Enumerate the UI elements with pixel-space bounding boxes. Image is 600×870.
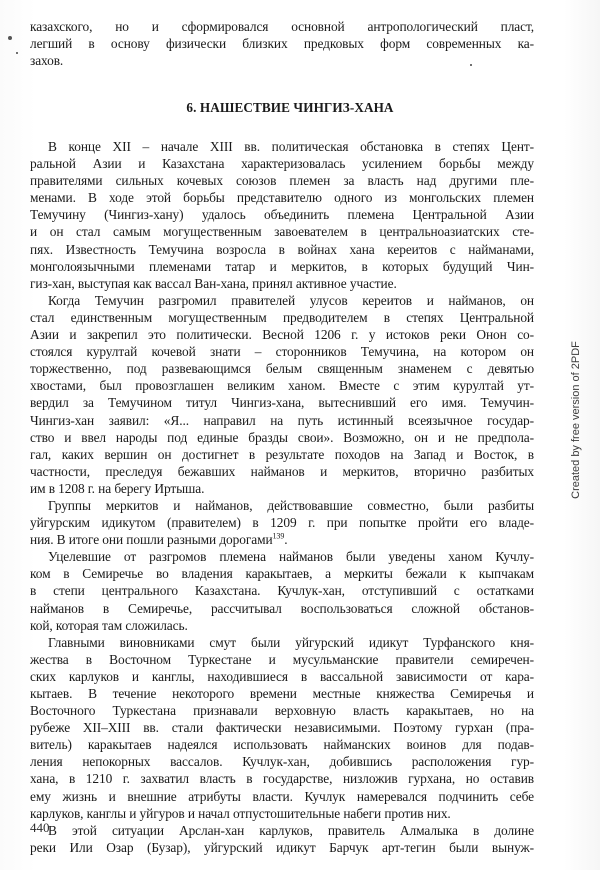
text-line: гал, каких вершин он достигнет в результате походов на Запад и Восток, в: [30, 446, 534, 462]
text-line: кытаев. В течение некоторого времени местные княжества Семиречья и: [30, 686, 534, 701]
text-line: ских карлуков и канглы, находившиеся в вассальной зависимости от кара-: [30, 668, 534, 684]
text-line: кой, которая там сложилась.: [30, 617, 188, 633]
text-line: в степи центрального Казахстана. Кучлук-хан, отступивший с остатками: [30, 583, 534, 599]
watermark-text: Created by free version of 2PDF: [570, 341, 582, 499]
page-number: 440: [30, 820, 50, 835]
text-line: гиз-хан, выступая как вассал Ван-хана, принял активное участие.: [30, 275, 397, 291]
text-line: реки Или Озар (Бузар), уйгурский идикут Барчук арт-тегин были вынуж-: [30, 839, 534, 855]
text-line: рубеже XII–XIII вв. стали фактически независимыми. Поэтому гурхан (пра-: [30, 720, 534, 736]
text-line: ком в Семиречье во владения каракытаев, а меркиты бежали к кыпчакам: [30, 566, 534, 582]
text-line: захов.: [30, 53, 64, 69]
text-line: Уцелевшие от разгромов племена найманов были уведены ханом Кучлу-: [48, 549, 534, 565]
text-line: им в 1208 г. на берегу Иртыша.: [30, 480, 205, 496]
text-line: менами. В ходе этой борьбы представителю одного из монгольских племен: [30, 190, 534, 206]
text-line: хвостами, был провозглашен великим ханом. Вместе с этим курултай ут-: [30, 378, 534, 394]
section-heading: 6. НАШЕСТВИЕ ЧИНГИЗ-ХАНА: [186, 100, 394, 115]
text-line: Темучину (Чингиз-хану) удалось объединить племена Центральной Азии: [30, 207, 534, 223]
text-fragment: ния. В итоге они пошли разными дорогами: [30, 532, 273, 548]
text-line: вердил за Темучином титул Чингиз-хана, вытеснивший его имя. Темучин-: [30, 395, 534, 411]
text-line: Чингиз-хан заявил: «Я... направил на путь истинный всеязычное государ-: [30, 412, 534, 428]
text-line: легший в основу физически близких предковых форм современных ка-: [30, 36, 534, 52]
text-line: В конце XII – начале XIII вв. политическая обстановка в степях Цент-: [48, 139, 534, 154]
margin-mark: [8, 36, 12, 40]
text-line: Восточного Туркестана признавали верховную власть каракытаев, но на: [30, 703, 534, 719]
footnote-reference: 139: [272, 531, 285, 541]
text-line: витель) каракытаев надеялся использовать найманских воинов для подав-: [30, 737, 534, 753]
text-line: казахского, но и сформировался основной антропологический пласт,: [30, 19, 534, 34]
text-line: Главными виновниками смут были уйгурский идикут Турфанского кня-: [48, 634, 534, 650]
text-line: найманов в Семиречье, рассчитывал воспользоваться сложной обстанов-: [30, 600, 534, 616]
text-line: частности, преследуя бежавших найманов и меркитов, вторично разбитых: [30, 463, 534, 479]
scan-speck: [16, 52, 18, 54]
text-line: [30, 531, 534, 548]
text-line: Группы меркитов и найманов, действовавшие совместно, были разбиты: [48, 497, 534, 513]
text-line: жества в Восточном Туркестане и мусульманские правители семиречен-: [30, 651, 534, 667]
text-line: пях. Известность Темучина возросла в войнах хана кереитов с найманами,: [30, 241, 534, 257]
main-text: [30, 138, 534, 856]
text-line: В этой ситуации Арслан-хан карлуков, правитель Алмалыка в долине: [48, 822, 534, 838]
text-fragment: .: [284, 532, 288, 548]
text-line: уйгурским идикутом (правителем) в 1209 г. при попытке пройти его владе-: [30, 515, 534, 531]
text-line: карлуков, канглы и уйгуров и начал отпустошительные набеги против них.: [30, 805, 451, 821]
text-line: торжественно, под развевающимся белым священным знаменем с девятью: [30, 361, 534, 377]
intro-text: [30, 18, 534, 69]
text-line: ления непокорных вассалов. Кучлук-хан, добившись расположения гур-: [30, 754, 534, 770]
text-line: стал единственным могущественным предводителем в степях Центральной: [30, 309, 534, 325]
text-line: ство и ввел народы под единые бразды свои». Возможно, он и не предпола-: [30, 429, 534, 445]
text-line: и он стал самым могущественным завоевателем в центральноазиатских сте-: [30, 224, 534, 240]
text-line: стоялся курултай кочевой знати – сторонников Темучина, на котором он: [30, 344, 534, 360]
text-line: Когда Темучин разгромил правителей улусов кереитов и найманов, он: [48, 292, 534, 308]
text-line: ему жизнь и внешние атрибуты власти. Кучлук намеревался подчинить себе: [30, 788, 534, 804]
text-line: ральной Азии и Казахстана характеризовалась усилением борьбы между: [30, 156, 534, 172]
text-line: монголоязычными племенами татар и меркитов, в которых будущий Чин-: [30, 258, 534, 274]
text-line: правителями сильных кочевых союзов племен за власть над другими пле-: [30, 173, 534, 189]
text-line: хана, в 1210 г. захватил власть в государстве, низложив гурхана, но оставив: [30, 771, 534, 787]
text-line: Азии и закрепил это политически. Весной 1206 г. у истоков реки Онон со-: [30, 327, 534, 343]
